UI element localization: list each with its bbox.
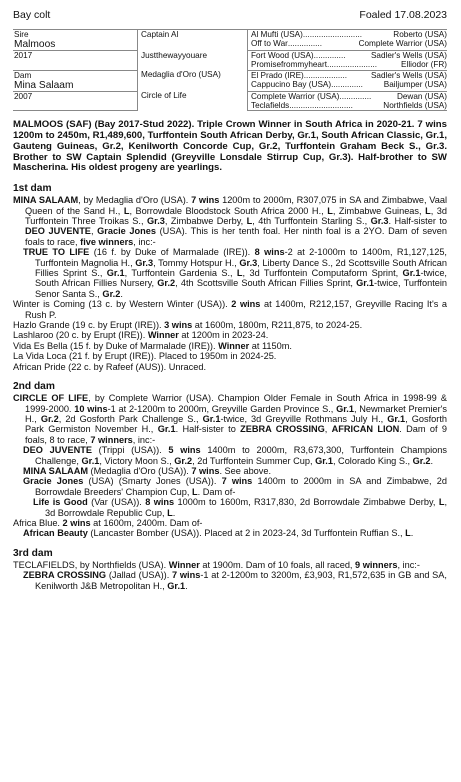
dam-sire: Medaglia d'Oro (USA) <box>138 70 248 91</box>
sire-sire: Captain Al <box>138 30 248 51</box>
first-dam-heading: 1st dam <box>13 183 52 195</box>
progeny-hazlo-grande: Hazlo Grande (19 c. by Erupt (IRE)). 3 wins at 1600m, 1800m, R211,875, to 2024-25. <box>13 320 363 331</box>
pedigree-table <box>13 29 447 111</box>
dam-dam: Circle of Life <box>138 91 248 110</box>
foaled-date: Foaled 17.08.2023 <box>359 9 447 21</box>
progeny-gracie-jones: Gracie Jones (USA) (Smarty Jones (USA)). 7 wins 1400m to 2000m in SA and Zimbabwe, 2d Borrowdale Breeders' Champion Cup, L. Dam of- <box>23 476 447 497</box>
g3-row-1: Al Mufti (USA) .......................... Roberto (USA) <box>251 30 447 39</box>
sire-label: Sire <box>13 30 138 40</box>
sire-dam: Justthewayyouare <box>138 51 248 70</box>
progeny-african-beauty: African Beauty (Lancaster Bomber (USA)). Placed at 2 in 2023-24, 3d Turffontein Ruffian S., L. <box>23 528 414 539</box>
progeny-african-pride: African Pride (22 c. by Rafeef (AUS)). Unraced. <box>13 361 207 372</box>
progeny-africa-blue: Africa Blue. 2 wins at 1600m, 2400m. Dam of- <box>13 517 203 528</box>
progeny-vida-es-bella: Vida Es Bella (15 f. by Duke of Marmalade (IRE)). Winner at 1150m. <box>13 340 292 351</box>
g3-row-6: Cappucino Bay (USA) .............. Bailjumper (USA) <box>251 79 447 89</box>
dam-year: 2007 <box>14 91 33 101</box>
first-dam-entry: MINA SALAAM, by Medaglia d'Oro (USA). 7 wins 1200m to 2000m, R307,075 in SA and Zimbabwe, Vaal Queen of the Sand H., L, Borrowdale Bloodstock South Africa 2000 H., L, Zimbabwe Guineas, L, 3d Turffontein Three Troikas S., Gr.3, Zimbabwe Derby, L, 4th Turffontein Starling S., Gr.3. Half-sister to DEO JUVENTE, Gracie Jones (USA). This is her tenth foal. Her ninth foal is a 2YO. Dam of seven foals to race, five winners, inc:- <box>13 195 448 247</box>
sire-name: Malmoos <box>13 39 138 51</box>
second-dam-heading: 2nd dam <box>13 381 55 393</box>
progeny-zebra-crossing: ZEBRA CROSSING (Jallad (USA)). 7 wins-1 at 2-1200m to 3200m, £3,903, R1,572,635 in GB and SA, Kenilworth J&B Metropolitan H., Gr.1. <box>23 570 447 591</box>
progeny-mina-salaam: MINA SALAAM (Medaglia d'Oro (USA)). 7 wins. See above. <box>23 465 272 476</box>
progeny-winter-is-coming: Winter is Coming (13 c. by Western Winter (USA)). 2 wins at 1400m, R212,157, Greyville Racing It's a Rush P. <box>13 299 447 320</box>
progeny-la-vida-loca: La Vida Loca (21 f. by Erupt (IRE)). Placed to 1950m in 2024-25. <box>13 351 277 362</box>
lot-header <box>13 0 447 28</box>
progeny-life-is-good: Life is Good (Var (USA)). 8 wins 1000m to 1600m, R317,830, 2d Borrowdale Zimbabwe Derby, L, 3d Borrowdale Republic Cup, L. <box>33 497 447 518</box>
g3-row-8: Teclafields ............................ Northfields (USA) <box>251 101 447 111</box>
progeny-lashlaroo: Lashlaroo (20 c. by Erupt (IRE)). Winner at 1200m in 2023-24. <box>13 330 269 341</box>
sire-summary: MALMOOS (SAF) (Bay 2017-Stud 2022). Triple Crown Winner in South Africa in 2020-21. 7 wins 1200m to 2450m, R1,489,600, Turffontein South African Derby, Gr.1, South African Classic, Gr.1, Gauteng Guineas, Gr.2, Kenilworth Concorde Cup, Gr.2, Turffontein Graham Beck S., Gr.3. Brother to SW Captain Splendid (Greyville Lonsdale Stirrup Cup, Gr.3). Half-brother to SW Mascherina. His oldest progeny are yearlings. <box>13 119 447 174</box>
g3-row-7: Complete Warrior (USA) .............. Dewan (USA) <box>251 91 447 101</box>
dam-name: Mina Salaam <box>13 80 138 92</box>
g3-row-2: Off to War ............... Complete Warrior (USA) <box>251 39 447 49</box>
third-dam-entry: TECLAFIELDS, by Northfields (USA). Winner at 1900m. Dam of 10 foals, all raced, 9 winners, inc:- <box>13 559 420 570</box>
g3-row-4: Promisefrommyheart ...................... Elliodor (FR) <box>251 60 447 70</box>
progeny-deo-juvente: DEO JUVENTE (Trippi (USA)). 5 wins 1400m to 2000m, R3,673,300, Turffontein Champions Challenge, Gr.1, Victory Moon S., Gr.2, 2d Turffontein Summer Cup, Gr.1, Colorado King S., Gr.2. <box>23 445 447 466</box>
g3-row-3: Fort Wood (USA) .............. Sadler's Wells (USA) <box>251 51 447 61</box>
dam-label: Dam <box>14 70 32 80</box>
third-dam-heading: 3rd dam <box>13 547 53 559</box>
sire-year: 2017 <box>14 51 33 61</box>
progeny-true-to-life: TRUE TO LIFE (16 f. by Duke of Marmalade (IRE)). 8 wins-2 at 2-1000m to 1400m, R1,127,125, Turffontein Magnolia H., Gr.3, Tommy Hotspur H., Gr.3, Liberty Dance S., 2d Scottsville South African Fillies Sprint S., Gr.1, Turffontein Gardenia S., L, 3d Turffontein Computaform Sprint, Gr.1-twice, South African Fillies Nursery, Gr.2, 4th Scottsville South African Fillies Sprint, Gr.1-twice, Turffontein Senor Santa S., Gr.2. <box>23 247 448 299</box>
sex-colour: Bay colt <box>13 9 51 21</box>
second-dam-entry: CIRCLE OF LIFE, by Complete Warrior (USA). Champion Older Female in South Africa in 1998-99 & 1999-2000. 10 wins-1 at 2-1200m to 2000m, Greyville Garden Province S., Gr.1, Newmarket Premier's H., Gr.2, 2d Gosforth Park Challenge S., Gr.1-twice, 3d Greyville Rothmans July H., Gr.1, Gosforth Park Germiston November H., Gr.1. Half-sister to ZEBRA CROSSING, AFRICAN LION. Dam of 9 foals, 8 to race, 7 winners, inc:- <box>13 393 448 445</box>
g3-row-5: El Prado (IRE) ................... Sadler's Wells (USA) <box>251 70 447 80</box>
